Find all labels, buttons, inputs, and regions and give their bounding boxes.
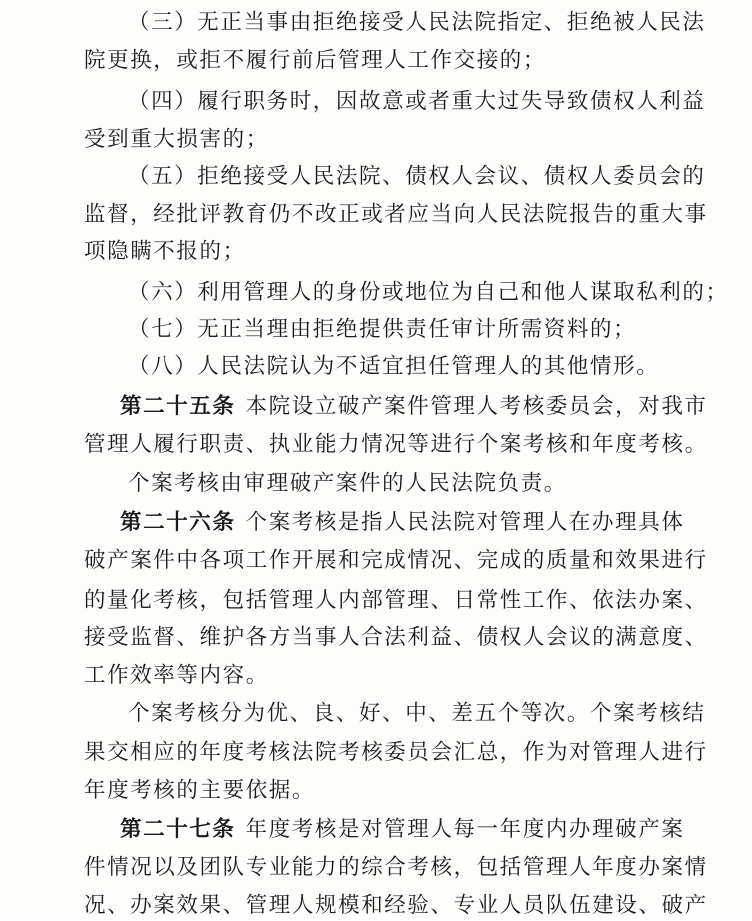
article-26-heading: 第二十六条 xyxy=(120,510,236,535)
paragraph-line: 个案考核分为优、良、好、中、差五个等次。个案考核结 xyxy=(128,701,706,726)
paragraph-line: 果交相应的年度考核法院考核委员会汇总，作为对管理人进行 xyxy=(84,740,708,765)
paragraph-line: 况、办案效果、管理人规模和经验、专业人员队伍建设、破产 xyxy=(84,893,708,918)
paragraph-line: 破产案件中各项工作开展和完成情况、完成的质量和效果进行 xyxy=(84,548,708,573)
paragraph-line: 年度考核的主要依据。 xyxy=(84,778,316,803)
article-25-text: 本院设立破产案件管理人考核委员会，对我市 xyxy=(245,394,708,419)
paragraph-line: （五）拒绝接受人民法院、债权人会议、债权人委员会的 xyxy=(128,164,706,189)
paragraph-line: （四）履行职务时，因故意或者重大过失导致债权人利益 xyxy=(128,89,706,114)
paragraph-line: 工作效率等内容。 xyxy=(84,663,269,688)
article-27-text: 年度考核是对管理人每一年度内办理破产案 xyxy=(245,817,685,842)
paragraph-line: （七）无正当理由拒绝提供责任审计所需资料的； xyxy=(128,317,637,342)
paragraph-line: 的量化考核，包括管理人内部管理、日常性工作、依法办案、 xyxy=(84,588,708,613)
paragraph-line: 受到重大损害的； xyxy=(84,127,269,152)
article-25-line xyxy=(120,392,708,422)
article-26-text: 个案考核是指人民法院对管理人在办理具体 xyxy=(245,510,685,535)
paragraph-line: （三）无正当事由拒绝接受人民法院指定、拒绝被人民法 xyxy=(128,10,706,35)
paragraph-line: 院更换，或拒不履行前后管理人工作交接的； xyxy=(84,48,547,73)
article-27-line xyxy=(120,815,684,845)
paragraph-line: 项隐瞒不报的； xyxy=(84,239,246,264)
paragraph-line: （八）人民法院认为不适宜担任管理人的其他情形。 xyxy=(128,354,660,379)
paragraph-line: 管理人履行职责、执业能力情况等进行个案考核和年度考核。 xyxy=(84,432,708,457)
paragraph-line: 个案考核由审理破产案件的人民法院负责。 xyxy=(128,471,567,496)
paragraph-line: 监督，经批评教育仍不改正或者应当向人民法院报告的重大事 xyxy=(84,202,708,227)
article-26-line xyxy=(120,508,684,538)
paragraph-line: 件情况以及团队专业能力的综合考核，包括管理人年度办案情 xyxy=(84,855,708,880)
paragraph-line: 接受监督、维护各方当事人合法利益、债权人会议的满意度、 xyxy=(84,625,708,650)
paragraph-line: （六）利用管理人的身份或地位为自己和他人谋取私利的； xyxy=(128,280,729,305)
article-25-heading: 第二十五条 xyxy=(120,394,236,419)
article-27-heading: 第二十七条 xyxy=(120,817,236,842)
